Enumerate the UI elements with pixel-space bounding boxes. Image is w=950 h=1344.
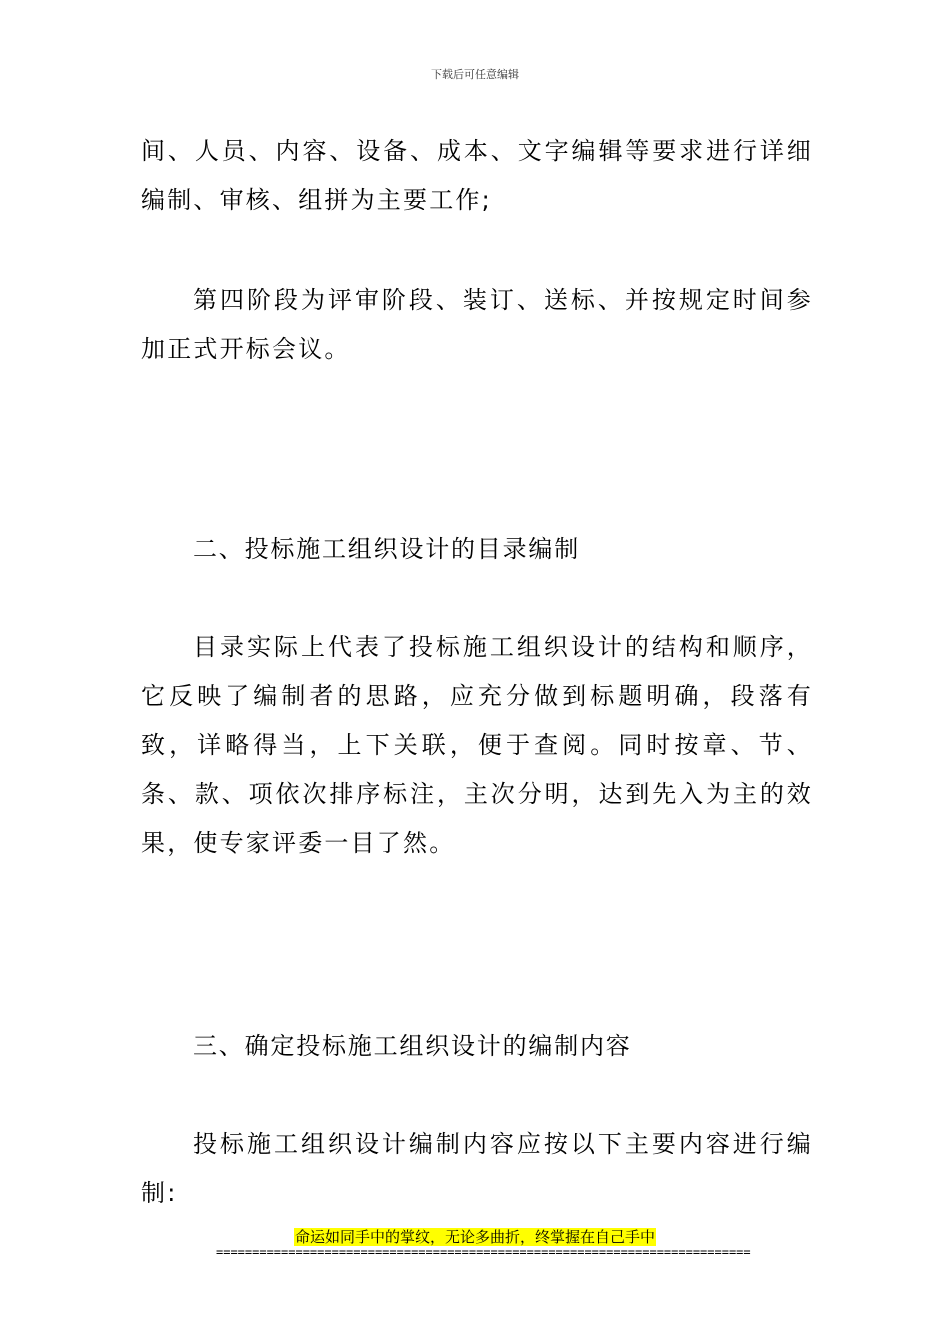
paragraph-stage-four: 第四阶段为评审阶段、装订、送标、并按规定时间参加正式开标会议。 bbox=[141, 286, 813, 363]
footer-divider: ========================================================================== bbox=[216, 1245, 751, 1259]
paragraph-content-intro: 投标施工组织设计编制内容应按以下主要内容进行编制: bbox=[141, 1130, 813, 1207]
page-header-note: 下载后可任意编辑 bbox=[431, 68, 519, 81]
section-heading-three: 三、确定投标施工组织设计的编制内容 bbox=[193, 1032, 632, 1060]
footer-motto-text: 命运如同手中的掌纹，无论多曲折，终掌握在自己手中 bbox=[294, 1228, 655, 1246]
section-heading-two: 二、投标施工组织设计的目录编制 bbox=[193, 535, 580, 563]
paragraph-directory: 目录实际上代表了投标施工组织设计的结构和顺序，它反映了编制者的思路，应充分做到标题明确，段落有致，详略得当，上下关联，便于查阅。同时按章、节、条、款、项依次排序标注，主次分明，达到先入为主的效果，使专家评委一目了然。 bbox=[141, 633, 813, 857]
paragraph-continuation: 间、人员、内容、设备、成本、文字编辑等要求进行详细编制、审核、组拼为主要工作; bbox=[141, 137, 813, 214]
